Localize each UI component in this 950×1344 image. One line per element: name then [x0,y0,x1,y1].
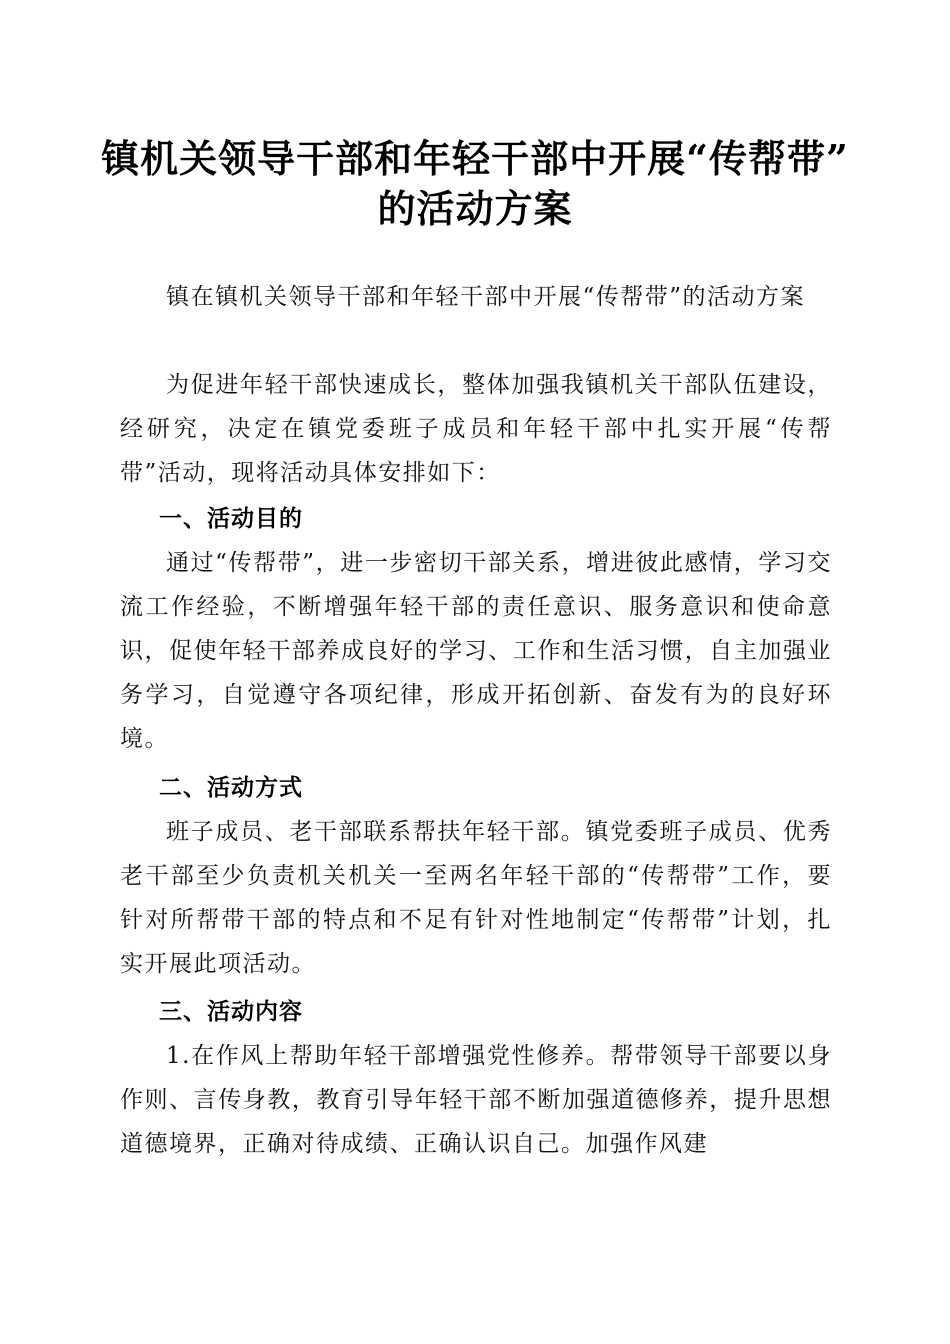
intro-title-paragraph [120,275,832,319]
section-purpose-text: 通过“传帮带”，进一步密切干部关系，增进彼此感情，学习交流工作经验，不断增强年轻干部的责任意识、服务意识和使命意识，促使年轻干部养成良好的学习、工作和生活习惯，自主加强业务学习，自觉遵守各项纪律，形成开拓创新、奋发有为的良好环境。 [120,550,832,752]
section-content-text: 1.在作风上帮助年轻干部增强党性修养。帮带领导干部要以身作则、言传身教，教育引导年轻干部不断加强道德修养，提升思想道德境界，正确对待成绩、正确认识自己。加强作风建 [120,1043,832,1157]
intro-title-text: 镇在镇机关领导干部和年轻干部中开展“传帮带”的活动方案 [166,284,806,310]
section-content-paragraph [120,1034,832,1166]
intro-paragraph [120,363,832,495]
section-heading-purpose: 一、活动目的 [159,506,303,532]
section-method-paragraph [120,810,832,986]
section-heading-method: 二、活动方式 [159,775,303,801]
section-method-text: 班子成员、老干部联系帮扶年轻干部。镇党委班子成员、优秀老干部至少负责机关机关一至两名年轻干部的“传帮带”工作，要针对所帮带干部的特点和不足有针对性地制定“传帮带”计划，扎实开展此项活动。 [120,819,832,977]
section-purpose-paragraph [120,541,832,761]
intro-paragraph-text: 为促进年轻干部快速成长，整体加强我镇机关干部队伍建设，经研究，决定在镇党委班子成员和年轻干部中扎实开展“传帮带”活动，现将活动具体安排如下： [120,372,832,486]
document-title-line-1: 镇机关领导干部和年轻干部中开展“传帮带” [101,136,849,181]
section-heading-content: 三、活动内容 [159,999,303,1025]
document-title-line-2: 的活动方案 [377,186,573,231]
